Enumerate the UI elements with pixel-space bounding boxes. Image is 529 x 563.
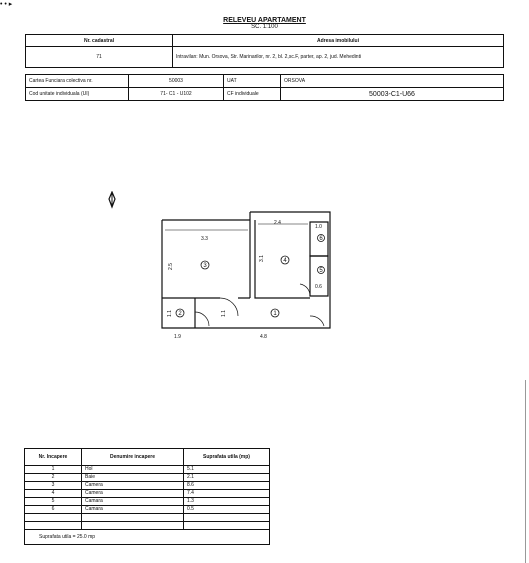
row-area: 5.1 [184, 466, 270, 474]
dim-3-1: 3.1 [259, 255, 265, 262]
room-4-number: 4 [283, 258, 287, 264]
dim-1-1-left: 1.1 [167, 310, 173, 317]
row-nr: 2 [25, 474, 82, 482]
table-row [25, 498, 270, 506]
dim-2-5: 2.5 [168, 263, 174, 270]
uat-value: ORSOVA [281, 75, 504, 88]
cadastral-label: Nr. cadastral [26, 35, 173, 47]
cf-individual-label: CF individuale [224, 88, 281, 101]
row-area: 2.1 [184, 474, 270, 482]
row-name: Hol [82, 466, 184, 474]
row-nr: 1 [25, 466, 82, 474]
table-row [25, 490, 270, 498]
row-name: Camera [82, 482, 184, 490]
dim-1-1-mid: 1.1 [221, 310, 227, 317]
row-name: Camera [82, 490, 184, 498]
row-name: Baie [82, 474, 184, 482]
table-row [25, 466, 270, 474]
row-area: 1.3 [184, 498, 270, 506]
cadastral-value: 71 [26, 47, 173, 68]
dim-3-3: 3.3 [201, 236, 208, 242]
dim-1-0: 1.0 [315, 224, 322, 230]
header-area: Suprafata utila (mp) [184, 449, 270, 466]
table-row [25, 506, 270, 514]
table-row-empty [25, 522, 270, 530]
floor-plan [150, 208, 350, 343]
uat-label: UAT [224, 75, 281, 88]
page-edge [525, 380, 526, 563]
unit-code-value: 71- C1 - U102 [129, 88, 224, 101]
table-row [25, 482, 270, 490]
row-nr: 6 [25, 506, 82, 514]
unit-code-label: Cod unitate individuala (UI) [26, 88, 129, 101]
rooms-table-header [25, 449, 270, 466]
row-area: 7.4 [184, 490, 270, 498]
room-2-number: 2 [178, 311, 182, 317]
row-area: 8.6 [184, 482, 270, 490]
cf-collective-label: Cartea Funciara colectiva nr. [26, 75, 129, 88]
row-name: Camara [82, 506, 184, 514]
table-row [25, 474, 270, 482]
address-value: Intravilan: Mun. Orsova, Str. Marinarilor, nr. 2, bl. 2,sc.F, parter, ap. 2, jud. Mehedinti [173, 47, 504, 68]
header-name: Denumire incapere [82, 449, 184, 466]
address-label: Adresa imobilului [173, 35, 504, 47]
cf-table [25, 74, 504, 101]
row-name: Camara [82, 498, 184, 506]
dim-0-6: 0.6 [315, 284, 322, 290]
dim-4-8: 4.8 [260, 334, 267, 340]
row-area: 0.5 [184, 506, 270, 514]
table-row-empty [25, 514, 270, 522]
room-1-number: 1 [273, 311, 277, 317]
rooms-table-footer [25, 530, 270, 545]
room-5-number: 5 [319, 268, 323, 274]
north-arrow-icon [107, 191, 117, 209]
total-area: Suprafata utila = 25.0 mp [25, 530, 270, 545]
room-3-number: 3 [203, 263, 207, 269]
outer-wall [162, 212, 330, 328]
corner-marks: • • ▸ [0, 1, 13, 8]
row-nr: 3 [25, 482, 82, 490]
row-nr: 5 [25, 498, 82, 506]
cf-individual-value: 50003-C1-U66 [281, 88, 504, 101]
header-table [25, 34, 504, 68]
cf-collective-value: 50003 [129, 75, 224, 88]
document-scale: SC. 1:100 [251, 24, 278, 30]
header-nr: Nr. Incapere [25, 449, 82, 466]
dim-1-9: 1.9 [174, 334, 181, 340]
room-6-number: 6 [319, 236, 323, 242]
row-nr: 4 [25, 490, 82, 498]
dim-2-4: 2.4 [274, 220, 281, 226]
document-title: RELEVEU APARTAMENT [223, 17, 306, 24]
rooms-table [24, 448, 270, 545]
